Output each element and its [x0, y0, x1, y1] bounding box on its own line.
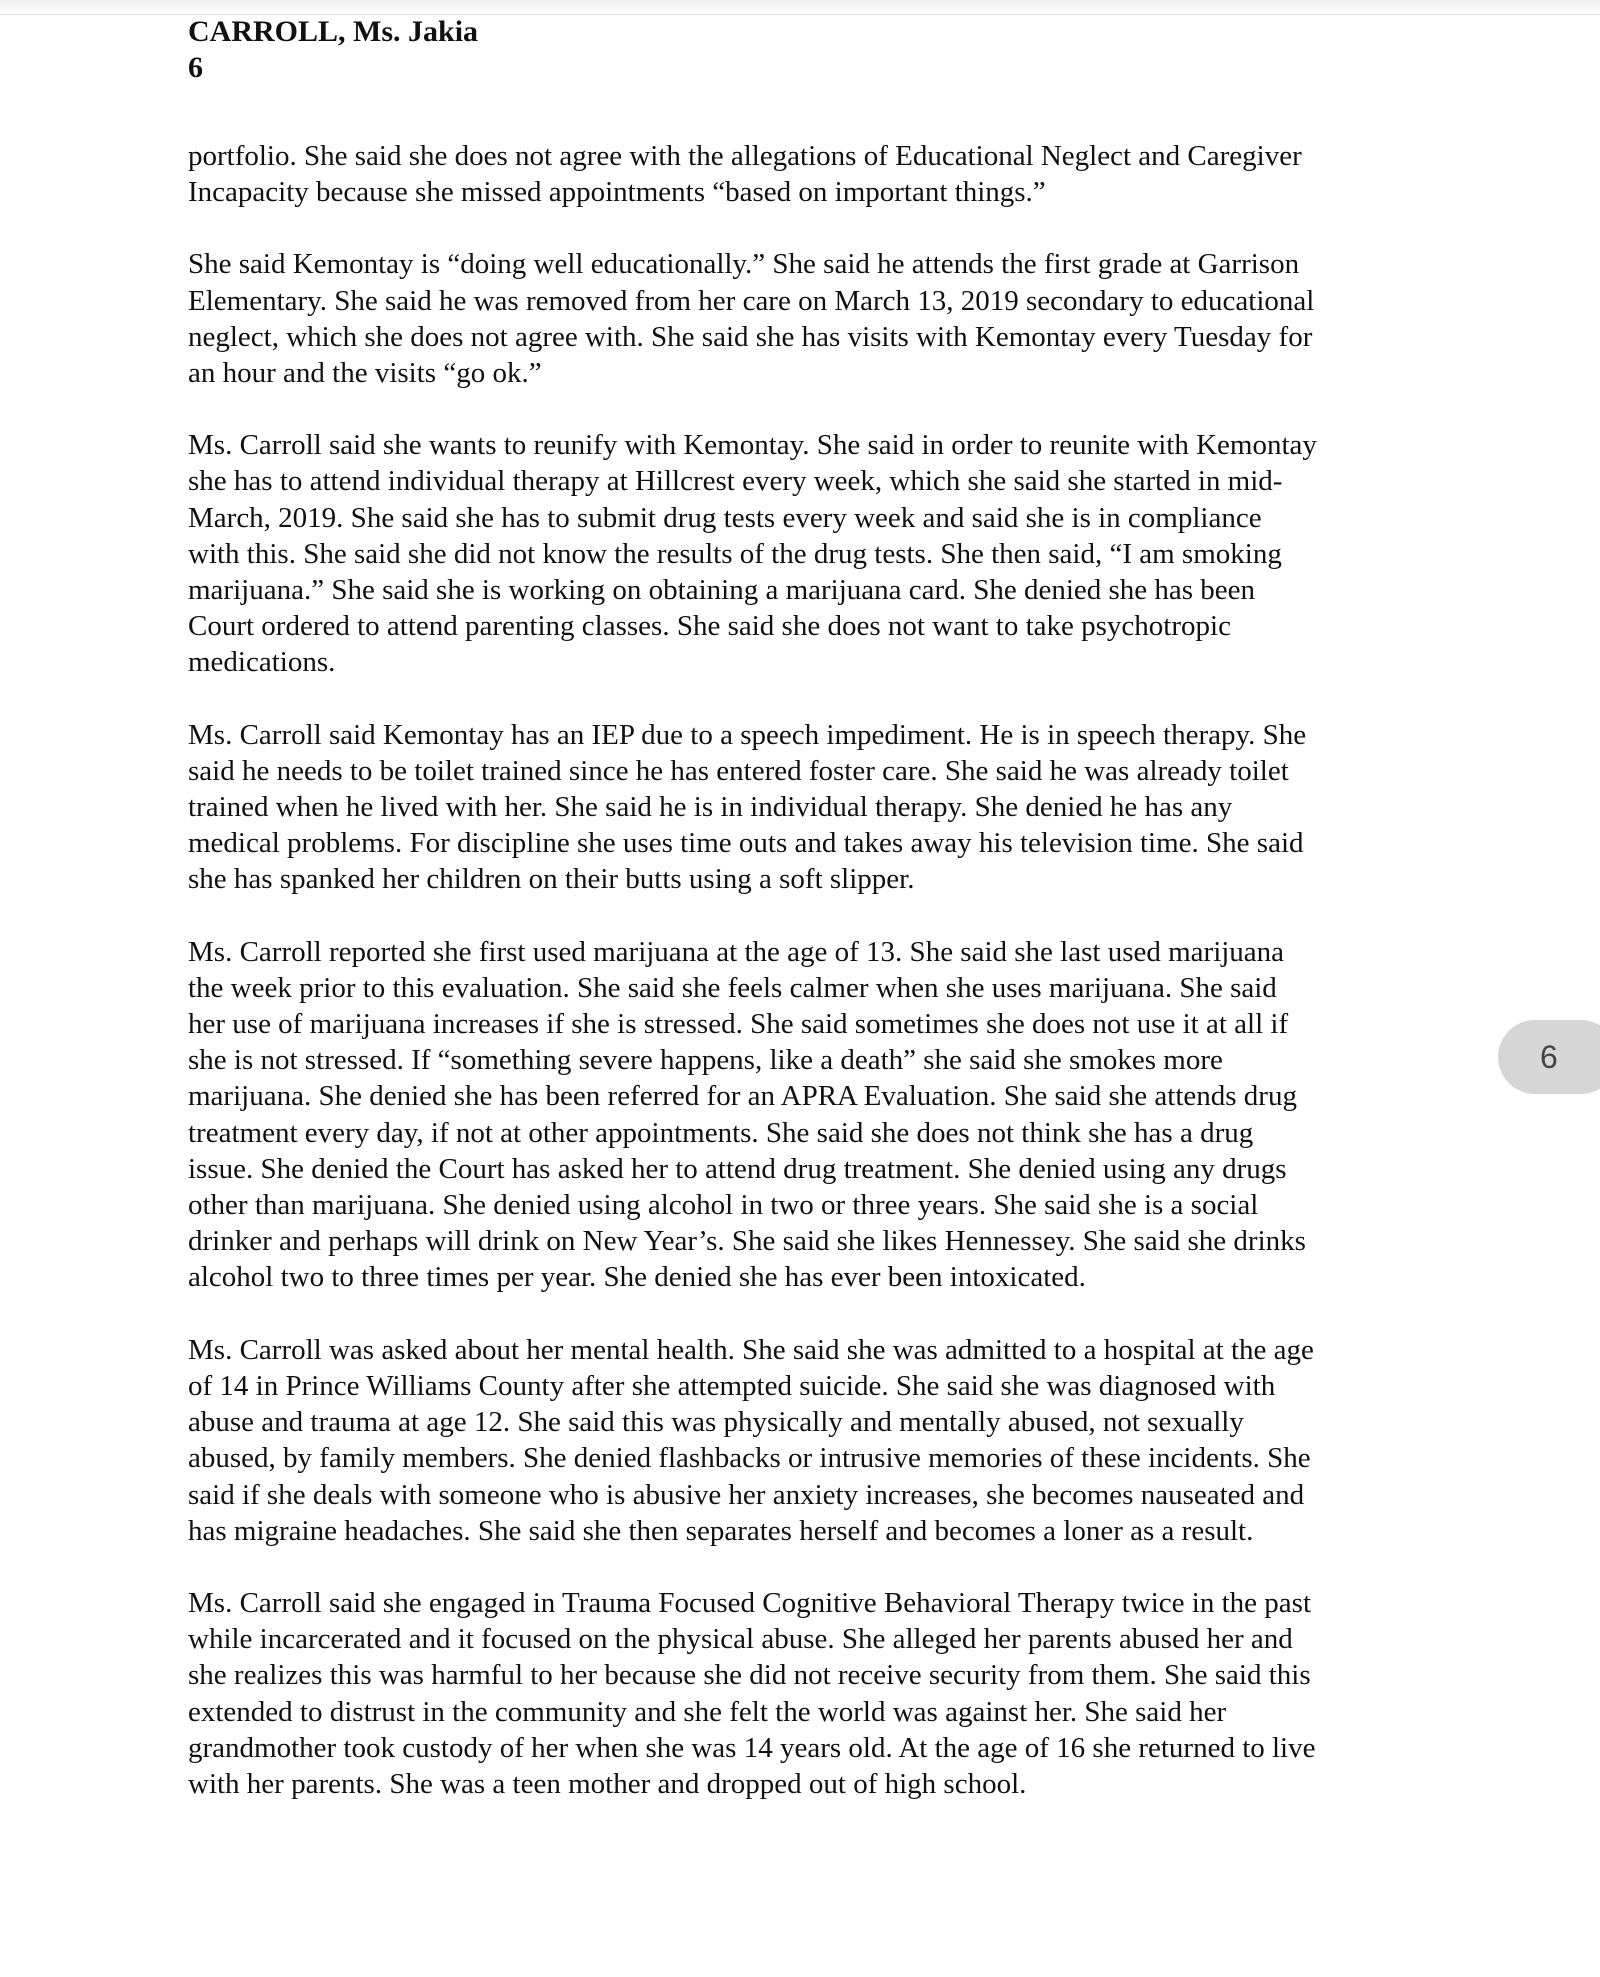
paragraph-1: portfolio. She said she does not agree with the allegations of Educational Neglect and Caregiver Incapacity because she missed appointments “based on important things.”: [188, 140, 1302, 209]
paragraph-4: Ms. Carroll said Kemontay has an IEP due to a speech impediment. He is in speech therapy. She said he needs to be toilet trained since he has entered foster care. She said he was already toilet trained when he lived with her. She said he is in individual therapy. She denied he has any medical problems. For discipline she uses time outs and takes away his television time. She said she has spanked her children on their butts using a soft slipper.: [188, 718, 1307, 896]
paragraph-2: She said Kemontay is “doing well educationally.” She said he attends the first grade at Garrison Elementary. She said he was removed from her care on March 13, 2019 secondary to educational neglect, which she does not agree with. She said she has visits with Kemontay every Tuesday for an hour and the visits “go ok.”: [188, 248, 1315, 390]
paragraph-7: Ms. Carroll said she engaged in Trauma Focused Cognitive Behavioral Therapy twice in the past while incarcerated and it focused on the physical abuse. She alleged her parents abused her and she realizes this was harmful to her because she did not receive security from them. She said this extended to distrust in the community and she felt the world was against her. She said her grandmother took custody of her when she was 14 years old. At the age of 16 she returned to live with her parents. She was a teen mother and dropped out of high school.: [188, 1586, 1316, 1800]
paragraph-3: Ms. Carroll said she wants to reunify with Kemontay. She said in order to reunite with Kemontay she has to attend individual therapy at Hillcrest every week, which she said she started in mid- March, 2019. She said she has to submit drug tests every week and said she is in compliance with this. She said she did not know the results of the drug tests. She then said, “I am smoking marijuana.” She said she is working on obtaining a marijuana card. She denied she has been Court ordered to attend parenting classes. She said she does not want to take psychotropic medications.: [188, 429, 1317, 679]
document-page: [188, 14, 1428, 1838]
page-number-badge[interactable]: 6: [1498, 1020, 1600, 1094]
document-body: [188, 138, 1428, 1802]
document-header-page-number: 6: [188, 51, 203, 84]
viewer-top-edge: [0, 0, 1600, 15]
paragraph-5: Ms. Carroll reported she first used marijuana at the age of 13. She said she last used marijuana the week prior to this evaluation. She said she feels calmer when she uses marijuana. She said her use of marijuana increases if she is stressed. She said sometimes she does not use it at all if she is not stressed. If “something severe happens, like a death” she said she smokes more marijuana. She denied she has been referred for an APRA Evaluation. She said she attends drug treatment every day, if not at other appointments. She said she does not think she has a drug issue. She denied the Court has asked her to attend drug treatment. She denied using any drugs other than marijuana. She denied using alcohol in two or three years. She said she is a social drinker and perhaps will drink on New Year’s. She said she likes Hennessey. She said she drinks alcohol two to three times per year. She denied she has ever been intoxicated.: [188, 935, 1306, 1294]
paragraph-6: Ms. Carroll was asked about her mental health. She said she was admitted to a hospital at the age of 14 in Prince Williams County after she attempted suicide. She said she was diagnosed with abuse and trauma at age 12. She said this was physically and mentally abused, not sexually abused, by family members. She denied flashbacks or intrusive memories of these incidents. She said if she deals with someone who is abusive her anxiety increases, she becomes nauseated and has migraine headaches. She said she then separates herself and becomes a loner as a result.: [188, 1333, 1314, 1547]
document-header-name: CARROLL, Ms. Jakia: [188, 15, 479, 48]
